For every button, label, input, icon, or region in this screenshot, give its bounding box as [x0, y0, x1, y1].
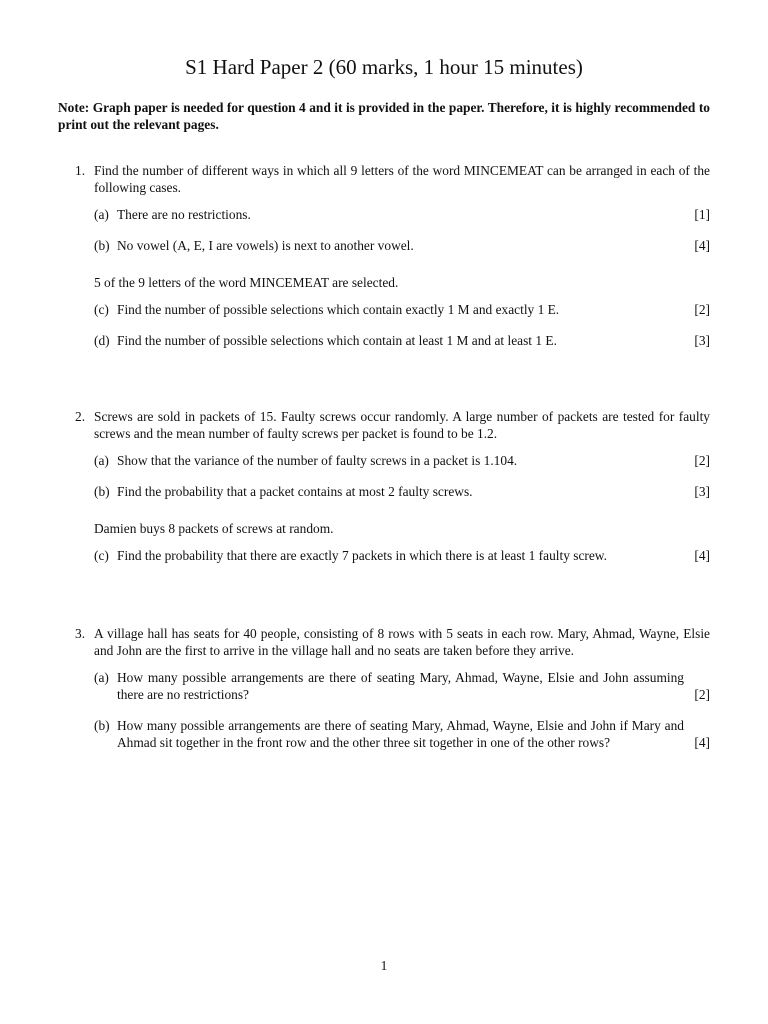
part-label: (b)	[94, 484, 110, 499]
question-part	[94, 332, 710, 349]
part-label: (a)	[94, 453, 109, 468]
question-number: 3.	[75, 626, 86, 641]
page-number: 1	[380, 958, 388, 973]
question-part	[94, 206, 710, 223]
question-2	[58, 408, 710, 564]
part-text: How many possible arrangements are there of seating Mary, Ahmad, Wayne, Elsie and John if Mary and Ahmad sit together in the front row and the other three sit together in one of the other rows?	[117, 718, 684, 750]
question-number: 1.	[75, 163, 86, 178]
question-number: 2.	[75, 409, 86, 424]
part-text: Show that the variance of the number of faulty screws in a packet is 1.104.	[117, 453, 518, 468]
question-stem: Find the number of different ways in which all 9 letters of the word MINCEMEAT can be arranged in each of the following cases.	[94, 163, 710, 195]
part-text: No vowel (A, E, I are vowels) is next to another vowel.	[117, 238, 414, 253]
part-label: (d)	[94, 333, 110, 348]
part-text: How many possible arrangements are there of seating Mary, Ahmad, Wayne, Elsie and John assuming there are no restrictions?	[117, 670, 684, 702]
question-part	[94, 301, 710, 318]
part-text: Find the probability that there are exactly 7 packets in which there is at least 1 faulty screw.	[117, 548, 607, 563]
question-part	[94, 237, 710, 254]
part-label: (b)	[94, 718, 110, 733]
question-3	[58, 625, 710, 751]
part-label: (c)	[94, 302, 109, 317]
question-interlude: Damien buys 8 packets of screws at random.	[94, 521, 334, 536]
part-text: Find the probability that a packet contains at most 2 faulty screws.	[117, 484, 473, 499]
part-label: (a)	[94, 670, 109, 685]
part-label: (b)	[94, 238, 110, 253]
part-marks: [1]	[694, 207, 710, 222]
part-text: Find the number of possible selections which contain at least 1 M and at least 1 E.	[117, 333, 557, 348]
part-text: Find the number of possible selections which contain exactly 1 M and exactly 1 E.	[117, 302, 560, 317]
question-stem: Screws are sold in packets of 15. Faulty screws occur randomly. A large number of packets are tested for faulty screws and the mean number of faulty screws per packet is found to be 1.2.	[94, 409, 710, 441]
part-marks: [3]	[694, 333, 710, 348]
note-paragraph: Note: Graph paper is needed for question 4 and it is provided in the paper. Therefore, it is highly recommended to print out the relevant pages.	[58, 100, 710, 132]
question-part	[94, 547, 710, 564]
part-marks: [2]	[694, 453, 710, 468]
part-text: There are no restrictions.	[117, 207, 251, 222]
question-part	[94, 452, 710, 469]
part-marks: [3]	[694, 484, 710, 499]
part-marks: [4]	[694, 548, 710, 563]
part-label: (c)	[94, 548, 109, 563]
part-marks: [2]	[694, 302, 710, 317]
question-part	[94, 717, 710, 751]
question-stem: A village hall has seats for 40 people, consisting of 8 rows with 5 seats in each row. Mary, Ahmad, Wayne, Elsie and John are the first to arrive in the village hall and no seats are taken before they arrive.	[94, 626, 710, 658]
part-label: (a)	[94, 207, 109, 222]
part-marks: [2]	[694, 687, 710, 702]
part-marks: [4]	[694, 238, 710, 253]
page-title: S1 Hard Paper 2 (60 marks, 1 hour 15 minutes)	[185, 55, 583, 79]
question-1	[58, 162, 710, 349]
part-marks: [4]	[694, 735, 710, 750]
question-interlude: 5 of the 9 letters of the word MINCEMEAT are selected.	[94, 275, 399, 290]
question-part	[94, 669, 710, 703]
question-part	[94, 483, 710, 500]
